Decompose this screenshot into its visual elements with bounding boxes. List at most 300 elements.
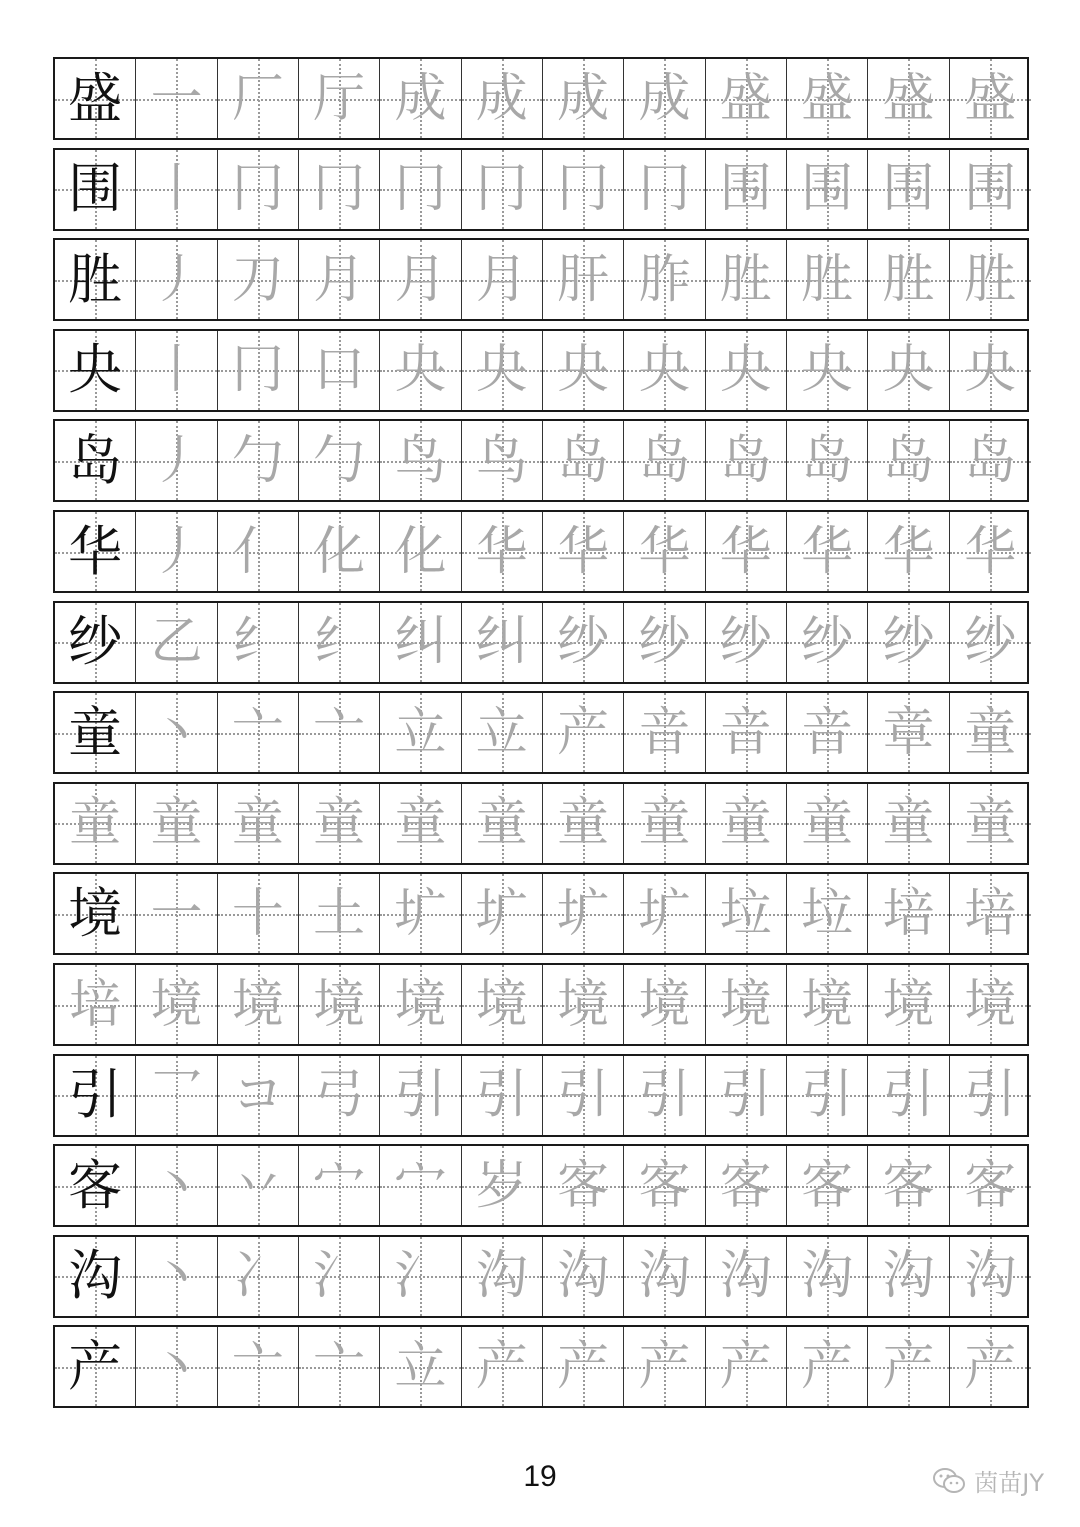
trace-cell xyxy=(136,150,217,229)
model-character: 央 xyxy=(68,338,123,402)
stroke-order-character: 岛 xyxy=(882,430,935,491)
model-character: 盛 xyxy=(68,66,123,130)
stroke-order-character: 岛 xyxy=(557,430,610,491)
stroke-order-character: 乙 xyxy=(150,612,203,673)
trace-cell xyxy=(624,784,705,863)
stroke-order-character: 成 xyxy=(475,68,528,129)
trace-cell xyxy=(950,331,1031,410)
trace-cell xyxy=(299,1146,380,1225)
trace-cell xyxy=(787,331,868,410)
trace-cell xyxy=(868,59,949,138)
stroke-order-character: 丿 xyxy=(150,249,203,310)
stroke-order-character: 鸟 xyxy=(475,430,528,491)
stroke-order-character: 冂 xyxy=(557,159,610,220)
trace-cell xyxy=(706,965,787,1044)
model-character: 境 xyxy=(68,881,123,945)
stroke-order-character: 冂 xyxy=(394,159,447,220)
practice-row xyxy=(53,872,1029,955)
trace-cell xyxy=(462,1327,543,1406)
trace-cell xyxy=(136,874,217,953)
trace-cell xyxy=(624,331,705,410)
stroke-order-character: 华 xyxy=(475,521,528,582)
trace-cell xyxy=(380,150,461,229)
trace-cell xyxy=(543,965,624,1044)
stroke-order-character: 圹 xyxy=(394,883,447,944)
trace-cell xyxy=(787,1146,868,1225)
stroke-order-character: 音 xyxy=(719,702,772,763)
trace-cell xyxy=(868,240,949,319)
stroke-order-character: 垃 xyxy=(719,883,772,944)
trace-cell xyxy=(299,59,380,138)
stroke-order-character: 境 xyxy=(150,974,203,1035)
stroke-order-character: 沟 xyxy=(719,1246,772,1307)
trace-cell xyxy=(787,59,868,138)
trace-cell xyxy=(624,512,705,591)
stroke-order-character: 童 xyxy=(638,793,691,854)
trace-cell xyxy=(706,603,787,682)
stroke-order-character: 鸟 xyxy=(394,430,447,491)
stroke-order-character: 产 xyxy=(638,1336,691,1397)
trace-cell xyxy=(624,1056,705,1135)
trace-cell xyxy=(218,59,299,138)
stroke-order-character: 丨 xyxy=(150,159,203,220)
trace-cell xyxy=(543,150,624,229)
stroke-order-character: 口 xyxy=(313,340,366,401)
trace-cell xyxy=(136,59,217,138)
trace-cell xyxy=(868,331,949,410)
stroke-order-character: 产 xyxy=(475,1336,528,1397)
stroke-order-character: 童 xyxy=(964,793,1017,854)
stroke-order-character: 丷 xyxy=(231,1155,284,1216)
stroke-order-character: 引 xyxy=(557,1065,610,1126)
stroke-order-character: 十 xyxy=(231,883,284,944)
stroke-order-character: 丿 xyxy=(150,521,203,582)
model-cell xyxy=(55,421,136,500)
stroke-order-character: 引 xyxy=(882,1065,935,1126)
stroke-order-character: 月 xyxy=(394,249,447,310)
stroke-order-character: 境 xyxy=(801,974,854,1035)
practice-row xyxy=(53,57,1029,140)
stroke-order-character: 沟 xyxy=(475,1246,528,1307)
trace-cell xyxy=(706,59,787,138)
model-cell xyxy=(55,331,136,410)
stroke-order-character: 土 xyxy=(313,883,366,944)
stroke-order-character: 胜 xyxy=(964,249,1017,310)
stroke-order-character: 纟 xyxy=(231,612,284,673)
trace-cell xyxy=(543,603,624,682)
trace-cell xyxy=(380,331,461,410)
model-cell xyxy=(55,1146,136,1225)
stroke-order-character: 音 xyxy=(801,702,854,763)
stroke-order-character: 华 xyxy=(638,521,691,582)
model-character: 华 xyxy=(68,519,123,583)
trace-cell xyxy=(462,1146,543,1225)
trace-cell xyxy=(136,1327,217,1406)
trace-cell xyxy=(706,784,787,863)
trace-cell xyxy=(950,1327,1031,1406)
stroke-order-character: 产 xyxy=(719,1336,772,1397)
trace-cell xyxy=(868,1056,949,1135)
trace-cell xyxy=(543,421,624,500)
trace-cell xyxy=(462,421,543,500)
model-cell xyxy=(55,240,136,319)
trace-cell xyxy=(787,965,868,1044)
stroke-order-character: 冂 xyxy=(231,159,284,220)
stroke-order-character: 刀 xyxy=(231,249,284,310)
stroke-order-character: 月 xyxy=(475,249,528,310)
trace-cell xyxy=(543,1327,624,1406)
stroke-order-character: 引 xyxy=(719,1065,772,1126)
trace-cell xyxy=(543,1237,624,1316)
stroke-order-character: 纱 xyxy=(882,612,935,673)
stroke-order-character: 氵 xyxy=(394,1246,447,1307)
trace-cell xyxy=(706,1056,787,1135)
stroke-order-character: 境 xyxy=(231,974,284,1035)
stroke-order-character: 围 xyxy=(801,159,854,220)
stroke-order-character: 成 xyxy=(557,68,610,129)
stroke-order-character: 纱 xyxy=(638,612,691,673)
trace-cell xyxy=(218,1146,299,1225)
stroke-order-character: 圹 xyxy=(638,883,691,944)
trace-cell xyxy=(706,331,787,410)
trace-cell xyxy=(787,240,868,319)
stroke-order-character: 胜 xyxy=(882,249,935,310)
stroke-order-character: 盛 xyxy=(801,68,854,129)
stroke-order-character: 童 xyxy=(69,793,122,854)
trace-cell xyxy=(380,59,461,138)
trace-cell xyxy=(624,603,705,682)
trace-cell xyxy=(462,1056,543,1135)
trace-cell xyxy=(299,874,380,953)
trace-cell xyxy=(136,603,217,682)
trace-cell xyxy=(624,1237,705,1316)
watermark xyxy=(932,1463,1044,1498)
stroke-order-character: 岛 xyxy=(638,430,691,491)
trace-cell xyxy=(218,331,299,410)
stroke-order-character: 冫 xyxy=(231,1246,284,1307)
model-cell xyxy=(55,603,136,682)
trace-cell xyxy=(380,1146,461,1225)
stroke-order-character: 童 xyxy=(557,793,610,854)
model-cell xyxy=(55,512,136,591)
trace-cell xyxy=(787,1056,868,1135)
stroke-order-character: 勹 xyxy=(231,430,284,491)
model-character: 沟 xyxy=(68,1244,123,1308)
trace-cell xyxy=(950,512,1031,591)
trace-cell xyxy=(868,603,949,682)
practice-row xyxy=(53,1144,1029,1227)
model-character: 引 xyxy=(68,1063,123,1127)
stroke-order-character: 沟 xyxy=(638,1246,691,1307)
trace-cell xyxy=(624,874,705,953)
stroke-order-character: 丶 xyxy=(150,1246,203,1307)
stroke-order-character: 亻 xyxy=(231,521,284,582)
trace-cell xyxy=(868,1237,949,1316)
trace-cell xyxy=(380,512,461,591)
stroke-order-character: 围 xyxy=(719,159,772,220)
stroke-order-character: 化 xyxy=(313,521,366,582)
stroke-order-character: 立 xyxy=(394,702,447,763)
stroke-order-character: 胙 xyxy=(638,249,691,310)
stroke-order-character: 央 xyxy=(801,340,854,401)
model-character: 客 xyxy=(68,1153,123,1217)
stroke-order-character: 月 xyxy=(313,249,366,310)
stroke-order-character: 央 xyxy=(882,340,935,401)
trace-cell xyxy=(299,1237,380,1316)
stroke-order-character: 客 xyxy=(557,1155,610,1216)
trace-cell xyxy=(299,965,380,1044)
stroke-order-character: 沟 xyxy=(882,1246,935,1307)
stroke-order-character: 纱 xyxy=(557,612,610,673)
stroke-order-character: 围 xyxy=(882,159,935,220)
model-character: 童 xyxy=(68,700,123,764)
trace-cell xyxy=(950,1056,1031,1135)
model-character: 岛 xyxy=(68,428,123,492)
trace-cell xyxy=(462,240,543,319)
trace-cell xyxy=(299,1327,380,1406)
stroke-order-character: 引 xyxy=(638,1065,691,1126)
model-cell xyxy=(55,59,136,138)
trace-cell xyxy=(543,693,624,772)
stroke-order-character: 央 xyxy=(719,340,772,401)
practice-row xyxy=(53,329,1029,412)
stroke-order-character: 冂 xyxy=(313,159,366,220)
trace-cell xyxy=(950,59,1031,138)
stroke-order-character: 客 xyxy=(638,1155,691,1216)
trace-cell xyxy=(706,1146,787,1225)
trace-cell xyxy=(868,965,949,1044)
trace-cell xyxy=(380,784,461,863)
trace-cell xyxy=(950,693,1031,772)
stroke-order-character: 宀 xyxy=(313,1155,366,1216)
stroke-order-character: 勹 xyxy=(313,430,366,491)
stroke-order-character: 境 xyxy=(882,974,935,1035)
model-character: 纱 xyxy=(68,610,123,674)
stroke-order-character: 境 xyxy=(313,974,366,1035)
trace-cell xyxy=(299,150,380,229)
stroke-order-character: 亠 xyxy=(313,1336,366,1397)
stroke-order-character: 客 xyxy=(801,1155,854,1216)
trace-cell xyxy=(380,1327,461,1406)
stroke-order-character: 童 xyxy=(150,793,203,854)
stroke-order-character: 产 xyxy=(557,1336,610,1397)
trace-cell xyxy=(218,1327,299,1406)
trace-cell xyxy=(624,1146,705,1225)
stroke-order-character: 弓 xyxy=(313,1065,366,1126)
model-cell xyxy=(55,1327,136,1406)
practice-row xyxy=(53,782,1029,865)
trace-cell xyxy=(706,240,787,319)
stroke-order-character: 冂 xyxy=(231,340,284,401)
trace-cell xyxy=(706,693,787,772)
trace-cell xyxy=(787,603,868,682)
trace-cell xyxy=(950,965,1031,1044)
trace-cell xyxy=(462,874,543,953)
stroke-order-character: 丶 xyxy=(150,1336,203,1397)
trace-cell xyxy=(868,693,949,772)
stroke-order-character: 童 xyxy=(475,793,528,854)
practice-row xyxy=(53,691,1029,774)
stroke-order-character: 童 xyxy=(313,793,366,854)
trace-cell xyxy=(136,965,217,1044)
model-cell xyxy=(55,874,136,953)
stroke-order-character: 央 xyxy=(475,340,528,401)
stroke-order-character: 立 xyxy=(475,702,528,763)
trace-cell xyxy=(299,421,380,500)
trace-cell xyxy=(218,603,299,682)
practice-row xyxy=(53,510,1029,593)
trace-cell xyxy=(136,693,217,772)
trace-cell xyxy=(218,421,299,500)
stroke-order-character: 央 xyxy=(964,340,1017,401)
stroke-order-character: 产 xyxy=(557,702,610,763)
trace-cell xyxy=(136,1146,217,1225)
trace-cell xyxy=(136,512,217,591)
stroke-order-character: 盛 xyxy=(882,68,935,129)
model-cell xyxy=(55,1237,136,1316)
trace-cell xyxy=(299,784,380,863)
stroke-order-character: 纠 xyxy=(475,612,528,673)
trace-cell xyxy=(706,512,787,591)
trace-cell xyxy=(218,693,299,772)
trace-cell xyxy=(218,150,299,229)
stroke-order-character: 引 xyxy=(475,1065,528,1126)
stroke-order-character: 成 xyxy=(394,68,447,129)
stroke-order-character: 童 xyxy=(882,793,935,854)
trace-cell xyxy=(706,421,787,500)
trace-cell xyxy=(299,331,380,410)
stroke-order-character: 纱 xyxy=(801,612,854,673)
stroke-order-character: 丨 xyxy=(150,340,203,401)
trace-cell xyxy=(706,150,787,229)
stroke-order-character: 境 xyxy=(964,974,1017,1035)
watermark-text: 茵苗JY xyxy=(974,1469,1044,1497)
trace-cell xyxy=(218,512,299,591)
trace-cell xyxy=(787,874,868,953)
stroke-order-character: 童 xyxy=(964,702,1017,763)
stroke-order-character: 童 xyxy=(394,793,447,854)
stroke-order-character: 成 xyxy=(638,68,691,129)
stroke-order-character: 童 xyxy=(801,793,854,854)
stroke-order-character: 宀 xyxy=(394,1155,447,1216)
stroke-order-character: 央 xyxy=(394,340,447,401)
trace-cell xyxy=(136,784,217,863)
trace-cell xyxy=(950,240,1031,319)
trace-cell xyxy=(624,1327,705,1406)
stroke-order-character: 亠 xyxy=(231,702,284,763)
stroke-order-character: コ xyxy=(231,1065,284,1126)
stroke-order-character: 产 xyxy=(801,1336,854,1397)
stroke-order-character: 岁 xyxy=(475,1155,528,1216)
trace-cell xyxy=(380,1056,461,1135)
trace-cell xyxy=(462,603,543,682)
trace-cell xyxy=(950,603,1031,682)
stroke-order-character: 盛 xyxy=(719,68,772,129)
stroke-order-character: 培 xyxy=(69,974,122,1035)
trace-cell xyxy=(543,59,624,138)
stroke-order-character: 引 xyxy=(964,1065,1017,1126)
trace-cell xyxy=(380,240,461,319)
trace-cell xyxy=(868,1146,949,1225)
trace-cell xyxy=(706,1327,787,1406)
stroke-order-character: 沟 xyxy=(964,1246,1017,1307)
trace-cell xyxy=(136,1056,217,1135)
trace-cell xyxy=(136,331,217,410)
trace-cell xyxy=(706,1237,787,1316)
stroke-order-character: 盛 xyxy=(964,68,1017,129)
stroke-order-character: 亠 xyxy=(231,1336,284,1397)
trace-cell xyxy=(624,421,705,500)
model-cell xyxy=(55,1056,136,1135)
stroke-order-character: 客 xyxy=(719,1155,772,1216)
trace-cell xyxy=(868,784,949,863)
stroke-order-character: 厅 xyxy=(313,68,366,129)
stroke-order-character: 圹 xyxy=(475,883,528,944)
wechat-icon xyxy=(932,1467,966,1495)
trace-cell xyxy=(868,1327,949,1406)
stroke-order-character: 沟 xyxy=(801,1246,854,1307)
trace-cell xyxy=(462,59,543,138)
stroke-order-character: 丶 xyxy=(150,702,203,763)
trace-cell xyxy=(380,693,461,772)
stroke-order-character: 华 xyxy=(964,521,1017,582)
stroke-order-character: 华 xyxy=(557,521,610,582)
page-number: 19 xyxy=(523,1460,557,1493)
stroke-order-character: 产 xyxy=(882,1336,935,1397)
trace-cell xyxy=(299,693,380,772)
trace-cell xyxy=(380,421,461,500)
trace-cell xyxy=(380,965,461,1044)
trace-cell xyxy=(868,150,949,229)
practice-row xyxy=(53,1325,1029,1408)
trace-cell xyxy=(624,965,705,1044)
stroke-order-character: 乛 xyxy=(150,1065,203,1126)
trace-cell xyxy=(218,1237,299,1316)
stroke-order-character: 亠 xyxy=(313,702,366,763)
stroke-order-character: 华 xyxy=(801,521,854,582)
stroke-order-character: 央 xyxy=(638,340,691,401)
trace-cell xyxy=(299,512,380,591)
trace-cell xyxy=(218,1056,299,1135)
trace-cell xyxy=(868,512,949,591)
stroke-order-character: 厂 xyxy=(231,68,284,129)
stroke-order-character: 岛 xyxy=(801,430,854,491)
stroke-order-character: 境 xyxy=(475,974,528,1035)
stroke-order-character: 音 xyxy=(638,702,691,763)
stroke-order-character: 境 xyxy=(557,974,610,1035)
trace-cell xyxy=(787,150,868,229)
trace-cell xyxy=(787,512,868,591)
trace-cell xyxy=(787,1327,868,1406)
stroke-order-character: 冂 xyxy=(638,159,691,220)
stroke-order-character: 客 xyxy=(882,1155,935,1216)
stroke-order-character: 央 xyxy=(557,340,610,401)
trace-cell xyxy=(218,874,299,953)
practice-row xyxy=(53,238,1029,321)
trace-cell xyxy=(543,1056,624,1135)
stroke-order-character: 垃 xyxy=(801,883,854,944)
stroke-order-character: 纟 xyxy=(313,612,366,673)
trace-cell xyxy=(218,784,299,863)
trace-cell xyxy=(462,1237,543,1316)
stroke-order-character: 胜 xyxy=(801,249,854,310)
trace-cell xyxy=(299,1056,380,1135)
stroke-order-character: 丿 xyxy=(150,430,203,491)
stroke-order-character: 圹 xyxy=(557,883,610,944)
stroke-order-character: 氵 xyxy=(313,1246,366,1307)
model-character: 胜 xyxy=(68,247,123,311)
trace-cell xyxy=(462,693,543,772)
